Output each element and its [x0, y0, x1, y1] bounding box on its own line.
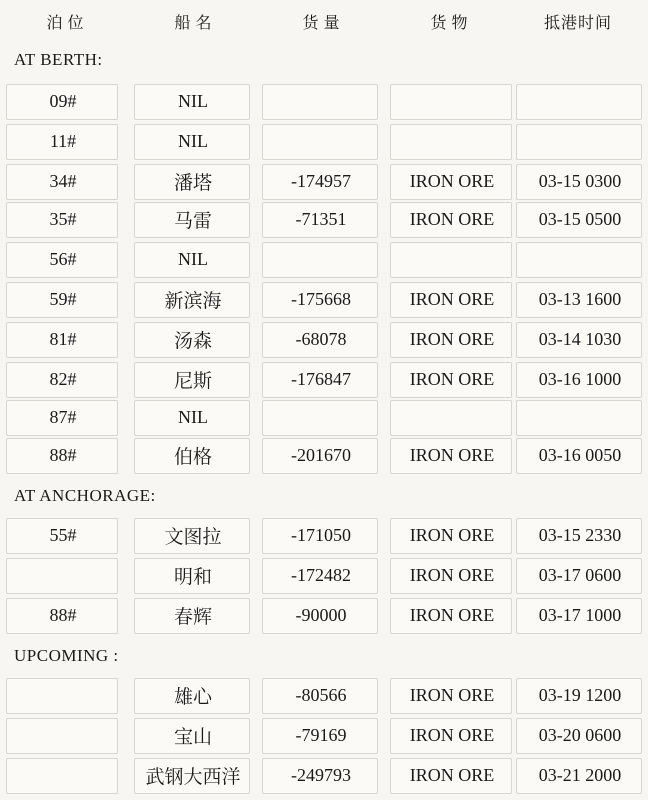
cell-qty: -175668 [291, 288, 351, 309]
cell-berth: 81# [49, 328, 77, 349]
table-row [0, 756, 648, 794]
cell-ship: 武钢大西洋 [145, 765, 241, 788]
cell-qty: -172482 [291, 564, 351, 585]
cell-eta: 03-19 1200 [538, 684, 622, 705]
cell-eta: 03-16 1000 [538, 368, 622, 389]
cell-cargo: IRON ORE [409, 764, 495, 785]
header-eta: 抵港时间 [543, 12, 612, 32]
cell-cargo: IRON ORE [409, 604, 495, 625]
cell-cargo: IRON ORE [409, 288, 495, 309]
cell-berth: 87# [49, 406, 77, 427]
cell-eta [516, 122, 644, 160]
cell-cargo [390, 398, 514, 436]
cell-berth: 11# [49, 130, 77, 151]
cell-berth: 35# [49, 208, 77, 229]
cell-ship: 雄心 [173, 685, 212, 708]
cell-qty [262, 82, 380, 120]
table-row [0, 240, 648, 278]
cell-qty: -176847 [291, 368, 351, 389]
cell-berth: 56# [49, 248, 77, 269]
cell-qty [262, 398, 380, 436]
cell-ship: 明和 [173, 565, 212, 588]
cell-qty: -80566 [295, 684, 347, 705]
table-row [0, 122, 648, 160]
cell-ship: 潘塔 [173, 171, 212, 194]
cell-qty: -71351 [295, 208, 347, 229]
cell-qty: -68078 [295, 328, 347, 349]
cell-qty: -79169 [295, 724, 347, 745]
cell-cargo: IRON ORE [409, 444, 495, 465]
header-berth: 泊 位 [46, 12, 84, 32]
cell-berth: 88# [49, 604, 77, 625]
cell-qty [262, 122, 380, 160]
cell-qty: -171050 [291, 524, 351, 545]
cell-cargo: IRON ORE [409, 328, 495, 349]
cell-qty: -174957 [291, 170, 351, 191]
header-cargo: 货 物 [430, 12, 468, 32]
cell-ship: NIL [178, 248, 208, 269]
cell-eta: 03-20 0600 [538, 724, 622, 745]
header-ship: 船 名 [174, 12, 212, 32]
cell-ship: 伯格 [173, 445, 212, 468]
cell-ship: NIL [178, 406, 208, 427]
table-row [0, 556, 648, 594]
cell-ship: 马雷 [173, 209, 212, 232]
table-row [0, 596, 648, 634]
cell-eta [516, 398, 644, 436]
cell-berth [6, 676, 120, 714]
header-qty: 货 量 [302, 12, 340, 32]
cell-eta: 03-16 0050 [538, 444, 622, 465]
cell-cargo: IRON ORE [409, 564, 495, 585]
cell-ship: 汤森 [173, 329, 212, 352]
section-at-anchorage: AT ANCHORAGE: [14, 486, 156, 505]
cell-eta: 03-17 1000 [538, 604, 622, 625]
table-row [0, 162, 648, 200]
table-row [0, 436, 648, 474]
section-upcoming: UPCOMING : [14, 646, 119, 665]
cell-qty: -249793 [291, 764, 351, 785]
cell-qty: -90000 [295, 604, 347, 625]
cell-berth [6, 756, 120, 794]
cell-ship: 尼斯 [173, 369, 212, 392]
cell-berth: 34# [49, 170, 77, 191]
table-row [0, 200, 648, 238]
cell-berth [6, 716, 120, 754]
cell-ship: 文图拉 [164, 525, 222, 548]
cell-eta [516, 82, 644, 120]
cell-ship: 春辉 [173, 605, 212, 628]
table-row [0, 516, 648, 554]
table-row [0, 360, 648, 398]
table-row [0, 716, 648, 754]
cell-cargo: IRON ORE [409, 524, 495, 545]
cell-berth: 82# [49, 368, 77, 389]
table-row [0, 320, 648, 358]
cell-cargo: IRON ORE [409, 724, 495, 745]
cell-ship: 宝山 [173, 725, 212, 748]
cell-eta: 03-13 1600 [538, 288, 622, 309]
table-row [0, 82, 648, 120]
section-at-berth: AT BERTH: [14, 50, 103, 69]
cell-eta: 03-15 0300 [538, 170, 622, 191]
table-row [0, 398, 648, 436]
cell-cargo: IRON ORE [409, 170, 495, 191]
cell-cargo: IRON ORE [409, 208, 495, 229]
cell-berth: 59# [49, 288, 77, 309]
cell-berth [6, 556, 120, 594]
cell-berth: 88# [49, 444, 77, 465]
cell-cargo [390, 82, 514, 120]
cell-cargo [390, 122, 514, 160]
cell-eta: 03-17 0600 [538, 564, 622, 585]
cell-eta: 03-21 2000 [538, 764, 622, 785]
cell-qty: -201670 [291, 444, 351, 465]
cell-berth: 55# [49, 524, 77, 545]
cell-ship: NIL [178, 130, 208, 151]
cell-qty [262, 240, 380, 278]
cell-cargo: IRON ORE [409, 368, 495, 389]
table-row [0, 280, 648, 318]
cell-eta [516, 240, 644, 278]
cell-eta: 03-15 2330 [538, 524, 622, 545]
cell-cargo: IRON ORE [409, 684, 495, 705]
table-row [0, 676, 648, 714]
cell-cargo [390, 240, 514, 278]
cell-berth: 09# [49, 90, 77, 111]
cell-eta: 03-15 0500 [538, 208, 622, 229]
cell-eta: 03-14 1030 [538, 328, 622, 349]
cell-ship: 新滨海 [164, 289, 222, 312]
cell-ship: NIL [178, 90, 208, 111]
